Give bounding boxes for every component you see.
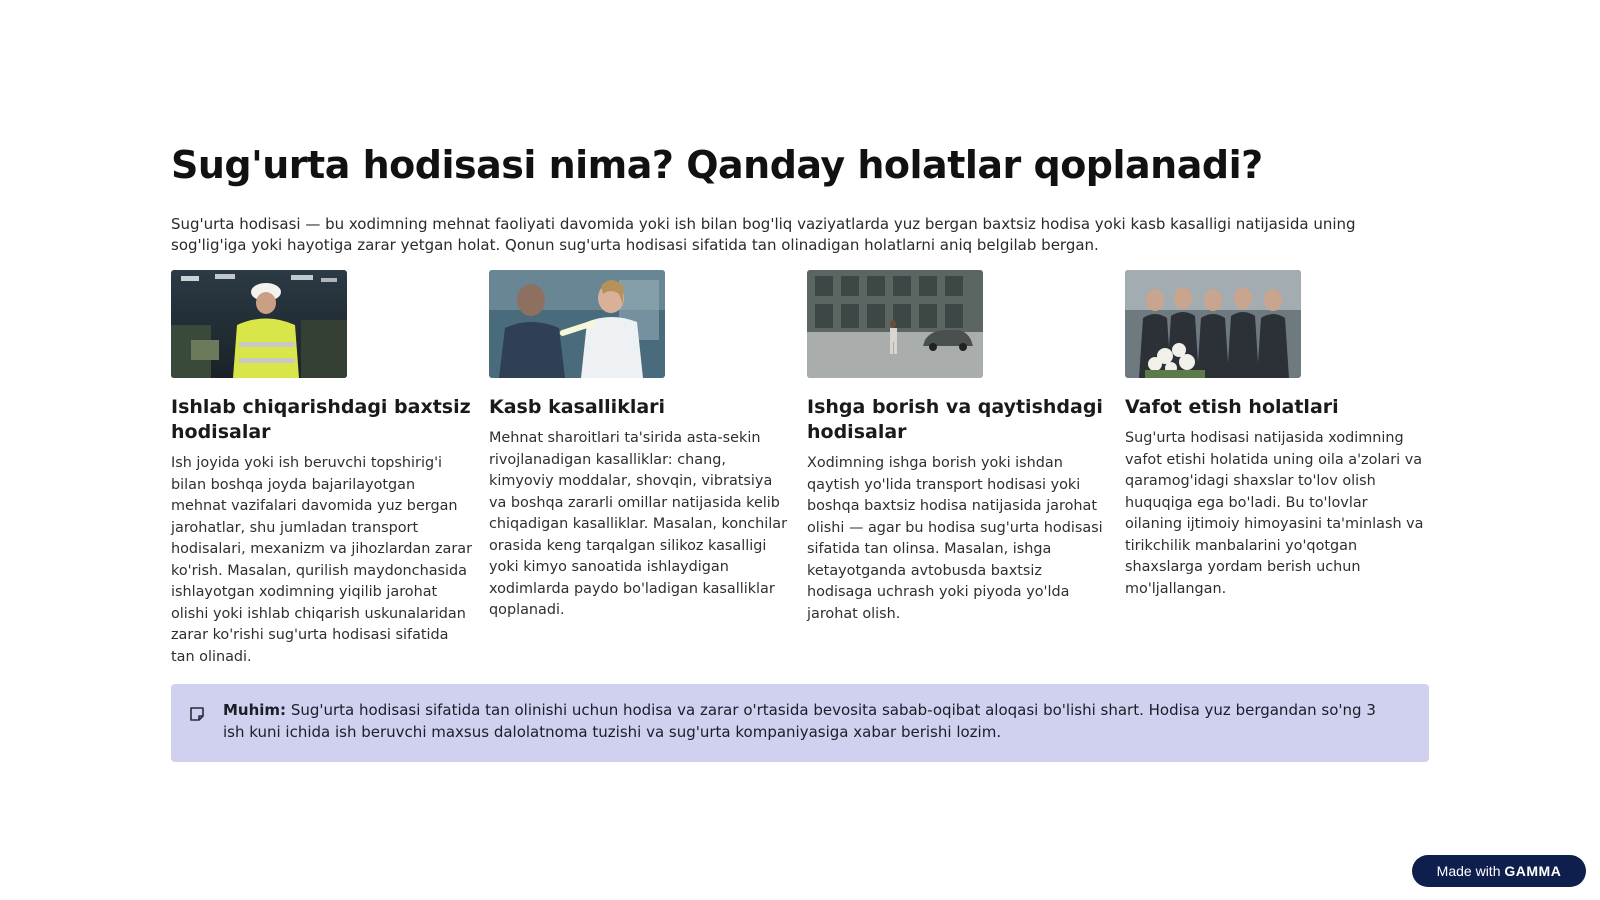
note-icon	[189, 706, 205, 722]
worker-photo-image	[171, 270, 347, 378]
gamma-logo-text: GAMMA	[1504, 863, 1562, 879]
card-title: Vafot etish holatlari	[1125, 396, 1339, 418]
card-text: Mehnat sharoitlari ta'sirida asta-sekin rivojlanadigan kasalliklar: chang, kimyoviy moddalar, shovqin, vibratsiya va boshqa zararli omillar natijasida kelib chiqadigan kasalliklar. Masalan, konchilar orasida keng tarqalgan silikoz kasalligi yoki kimyo sanoatida ishlaydigan xodimlarda paydo bo'ladigan kasalliklar qoplanadi.	[489, 430, 788, 618]
doctor-photo-image	[489, 270, 665, 378]
card-industrial-accidents	[171, 270, 473, 668]
important-note	[171, 684, 1429, 762]
card-title: Ishga borish va qaytishdagi hodisalar	[807, 396, 1103, 443]
note-label: Muhim:	[223, 701, 287, 719]
card-title: Ishlab chiqarishdagi baxtsiz hodisalar	[171, 396, 471, 443]
card-occupational-diseases	[489, 270, 791, 668]
note-text: Sug'urta hodisasi sifatida tan olinishi uchun hodisa va zarar o'rtasida bevosita sabab-oqibat aloqasi bo'lishi shart. Hodisa yuz bergandan so'ng 3 ish kuni ichida ish beruvchi maxsus dalolatnoma tuzishi va sug'urta kompaniyasiga xabar berishi lozim.	[223, 701, 1376, 741]
cards-row	[171, 270, 1429, 668]
funeral-photo	[1125, 270, 1301, 378]
intro-text: Sug'urta hodisasi — bu xodimning mehnat faoliyati davomida yoki ish bilan bog'liq vaziyatlarda yuz bergan baxtsiz hodisa yoki kasb kasalligi natijasida uning sog'lig'iga yoki hayotiga zarar yetgan holat. Qonun sug'urta hodisasi sifatida tan olinadigan holatlarni aniq belgilab bergan.	[171, 215, 1356, 254]
card-text: Ish joyida yoki ish beruvchi topshirig'i bilan boshqa joyda bajarilayotgan mehnat vazifalari davomida yuz bergan jarohatlar, shu jumladan transport hodisalari, mexanizm va jihozlardan zarar ko'rish. Masalan, qurilish maydonchasida ishlayotgan xodimning yiqilib jarohat olishi yoki ishlab chiqarish uskunalaridan zarar ko'rishi sug'urta hodisasi sifatida tan olinadi.	[171, 455, 473, 665]
worker-photo	[171, 270, 347, 378]
funeral-photo-image	[1125, 270, 1301, 378]
doctor-photo	[489, 270, 665, 378]
street-photo-image	[807, 270, 983, 378]
card-text: Sug'urta hodisasi natijasida xodimning vafot etishi holatida uning oila a'zolari va qaramog'idagi shaxslar to'lov olish huquqiga ega bo'ladi. Bu to'lovlar oilaning ijtimoiy himoyasini ta'minlash va tirikchilik manbalarini yo'qotgan shaxslarga yordam berish uchun mo'ljallangan.	[1125, 430, 1424, 597]
badge-prefix: Made with	[1436, 863, 1505, 879]
street-photo	[807, 270, 983, 378]
card-death-cases	[1125, 270, 1427, 668]
card-text: Xodimning ishga borish yoki ishdan qaytish yo'lida transport hodisasi yoki boshqa baxtsiz hodisa natijasida jarohat olishi — agar bu hodisa sug'urta hodisasi sifatida tan olinsa. Masalan, ishga ketayotganda avtobusda baxtsiz hodisaga uchrash yoki piyoda yo'lda jarohat olish.	[807, 455, 1103, 622]
page-title: Sug'urta hodisasi nima? Qanday holatlar qoplanadi?	[171, 143, 1263, 187]
card-commute-accidents	[807, 270, 1109, 668]
card-title: Kasb kasalliklari	[489, 396, 666, 418]
made-with-gamma-badge[interactable]	[1412, 855, 1586, 887]
slide-content	[171, 138, 1429, 668]
